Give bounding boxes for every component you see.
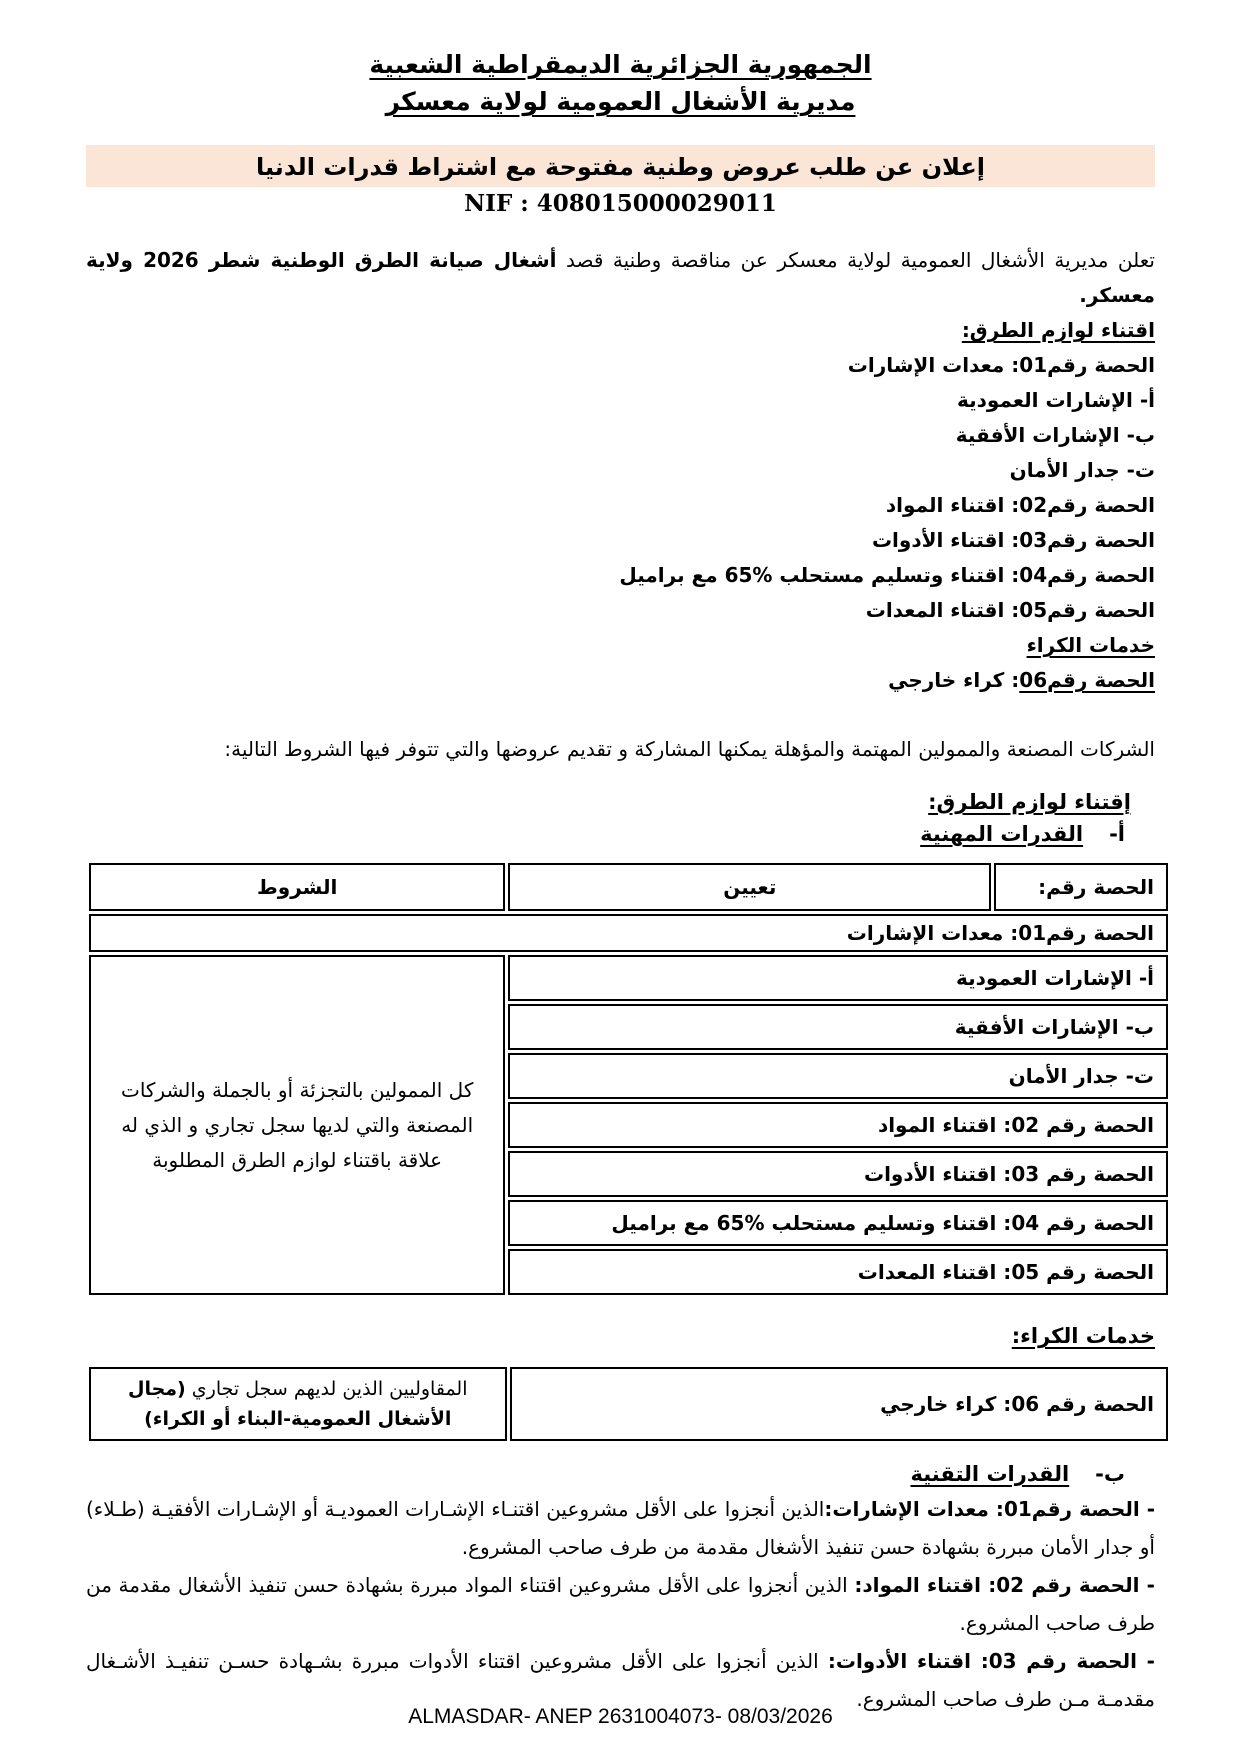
- table-header-row: [89, 863, 1168, 911]
- technical-item-lead: - الحصة رقم 03: اقتناء الأدوات:: [827, 1649, 1155, 1673]
- rental-table: [86, 1364, 1171, 1444]
- lot1-full-row: الحصة رقم01: معدات الإشارات: [89, 914, 1168, 952]
- technical-heading-text: القدرات التقنية: [910, 1462, 1070, 1486]
- participation-paragraph: الشركات المصنعة والممولين المهتمة والمؤهلة يمكنها المشاركة و تقديم عروضها والتي تتوفر فيها الشروط التالية:: [224, 737, 1155, 761]
- supplies-list-heading: اقتناء لوازم الطرق:: [961, 318, 1155, 342]
- technical-item-lead: - الحصة رقم01: معدات الإشارات:: [824, 1497, 1155, 1521]
- lot-item: ت- جدار الأمان: [1009, 458, 1155, 482]
- intro-regular: تعلن مديرية الأشغال العمومية لولاية معسكر عن مناقصة وطنية قصد: [556, 248, 1155, 272]
- lots-conditions-table: [86, 860, 1171, 1298]
- technical-item: [86, 1490, 1155, 1566]
- lot-06-rest: : كراء خارجي: [888, 668, 1020, 692]
- announcement-title-band: إعلان عن طلب عروض وطنية مفتوحة مع اشتراط قدرات الدنيا: [86, 145, 1155, 187]
- table-cell-designation: الحصة رقم 04: اقتناء وتسليم مستحلب %65 مع براميل: [508, 1200, 1168, 1246]
- rental-services-heading: [86, 1320, 1155, 1352]
- supplies-section-heading: [86, 786, 1155, 818]
- directorate-header: [86, 85, 1155, 119]
- table-row: [89, 1367, 1168, 1441]
- professional-capacities-heading: [86, 818, 1155, 850]
- professional-heading-text: القدرات المهنية: [920, 822, 1084, 846]
- lot6-cell: الحصة رقم 06: كراء خارجي: [510, 1367, 1169, 1441]
- rental-services-heading-text: خدمات الكراء:: [1011, 1324, 1155, 1348]
- technical-item: [86, 1566, 1155, 1642]
- republic-header: [86, 0, 1155, 82]
- technical-capacities-heading: [86, 1458, 1155, 1490]
- table-cell-designation: أ- الإشارات العمودية: [508, 955, 1168, 1001]
- rental-list-heading: [86, 628, 1155, 663]
- directorate-header-text: مديرية الأشغال العمومية لولاية معسكر: [385, 87, 856, 116]
- column-header-conditions: الشروط: [89, 863, 505, 911]
- lot-item: الحصة رقم05: اقتناء المعدات: [865, 598, 1155, 622]
- lot-item: أ- الإشارات العمودية: [957, 388, 1155, 412]
- table-row: [89, 955, 1168, 1001]
- table-cell-designation: الحصة رقم 03: اقتناء الأدوات: [508, 1151, 1168, 1197]
- intro-paragraph: [86, 243, 1155, 313]
- table-cell-designation: الحصة رقم 05: اقتناء المعدات: [508, 1249, 1168, 1295]
- technical-prefix: ب-: [1095, 1462, 1125, 1486]
- technical-item-text: الذين أنجزوا على الأقل مشروعين اقتنـاء الإشـارات العموديـة أو الإشـارات الأفقيـة (طـلاء) أو جدار الأمان مبررة بشهادة حسن تنفيذ الأشغال مقدمة من طرف صاحب المشروع.: [86, 1497, 1155, 1559]
- lot-item: الحصة رقم03: اقتناء الأدوات: [871, 528, 1155, 552]
- rental-list-heading-text: خدمات الكراء: [1026, 633, 1155, 657]
- supplies-section-heading-text: إقتناء لوازم الطرق:: [928, 790, 1131, 814]
- table-cell-conditions: كل الممولين بالتجزئة أو بالجملة والشركات المصنعة والتي لديها سجل تجاري و الذي له علاقة باقتناء لوازم الطرق المطلوبة: [89, 955, 505, 1295]
- technical-capacities-section: [86, 1458, 1155, 1718]
- lot-item: الحصة رقم02: اقتناء المواد: [885, 493, 1155, 517]
- table-cell-designation: الحصة رقم 02: اقتناء المواد: [508, 1102, 1168, 1148]
- column-header-designation: تعيين: [508, 863, 991, 911]
- lot6-conditions-bold: (مجال الأشغال العمومية-البناء أو الكراء): [127, 1378, 452, 1430]
- lot-06-label: الحصة رقم06: [1019, 668, 1155, 692]
- technical-item-text: الذين أنجزوا على الأقل مشروعين اقتناء المواد مبررة بشهادة حسن تنفيذ الأشغال مقدمة من طرف صاحب المشروع.: [86, 1573, 1155, 1635]
- intro-bold: أشغال صيانة الطرق الوطنية شطر 2026 ولاية معسكر.: [86, 248, 1155, 307]
- anep-footer: ALMASDAR- ANEP 2631004073- 08/03/2026: [408, 1705, 833, 1728]
- lot-item: ب- الإشارات الأفقية: [955, 423, 1155, 447]
- lot6-conditions-regular: المقاوليين الذين لديهم سجل تجاري: [185, 1378, 468, 1400]
- technical-item-lead: - الحصة رقم 02: اقتناء المواد:: [854, 1573, 1155, 1597]
- table-cell-designation: ب- الإشارات الأفقية: [508, 1004, 1168, 1050]
- lot-item: الحصة رقم04: اقتناء وتسليم مستحلب %65 مع براميل: [619, 563, 1155, 587]
- table-row: [89, 914, 1168, 952]
- lot-item: الحصة رقم01: معدات الإشارات: [847, 353, 1155, 377]
- nif-number: NIF : 408015000029011: [464, 190, 777, 217]
- technical-item-text: الذين أنجزوا على الأقل مشروعين اقتناء الأدوات مبررة بشـهادة حسـن تنفيـذ الأشـغال مقدمـة مـن طرف صاحب المشروع.: [86, 1649, 1155, 1711]
- column-header-lot: الحصة رقم:: [994, 863, 1168, 911]
- lot-item-06: [86, 663, 1155, 698]
- table-cell-designation: ت- جدار الأمان: [508, 1053, 1168, 1099]
- republic-header-text: الجمهورية الجزائرية الديمقراطية الشعبية: [369, 50, 872, 79]
- professional-prefix: أ-: [1109, 822, 1125, 846]
- lot6-conditions-cell: [89, 1367, 507, 1441]
